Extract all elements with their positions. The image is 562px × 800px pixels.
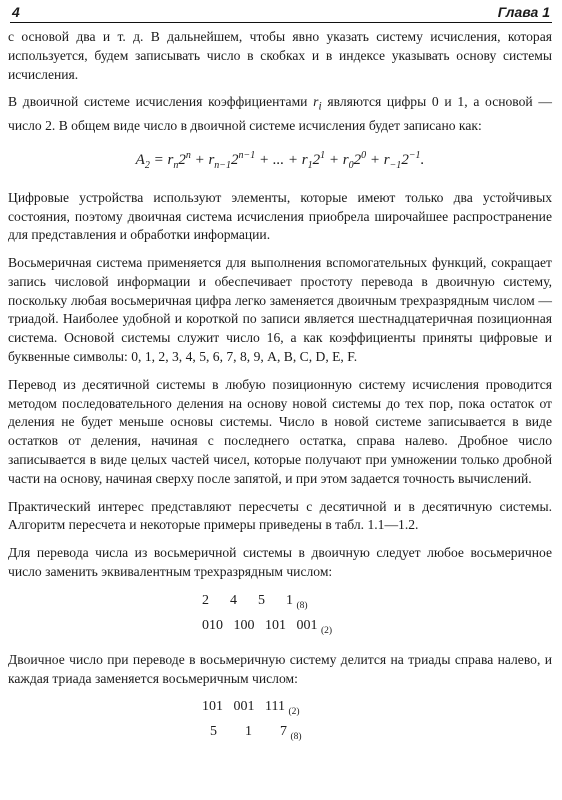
paragraph bbox=[8, 93, 552, 135]
octal-example-digits bbox=[8, 591, 552, 616]
paragraph: Практический интерес представляют пересчеты с десятичной и в десятичную системы. Алгоритм пересчета и некоторые примеры приведены в табл. 1.1—1.2. bbox=[8, 498, 552, 533]
formula-exponent: n−1 bbox=[238, 149, 256, 161]
binary-triads: 101 001 111 bbox=[202, 699, 285, 715]
formula-coef-sub: n bbox=[173, 159, 179, 171]
binary-input-line bbox=[8, 697, 552, 722]
paragraph: Перевод из десятичной системы в любую позиционную систему исчисления проводится методом последовательного деления на основу новой системы до тех пор, пока остаток от деления не будет меньше основы системы. Число в новой системе записывается в виде остатков от деления, начиная с последнего остатка, справа налево. Дробное число записывается в виде целых частей чисел, которые получают при умножении только дробной части на основу, начиная сверху после запятой, и при этом задается точность вычислений. bbox=[8, 376, 552, 486]
chapter-title: Глава 1 bbox=[497, 4, 550, 20]
radix-label: (2) bbox=[288, 707, 300, 718]
octal-output-line bbox=[8, 722, 552, 747]
formula-base: 2 bbox=[401, 151, 409, 168]
binary-triads: 010 100 101 001 bbox=[202, 617, 318, 633]
paragraph: Для перевода числа из восьмеричной системы в двоичную следует любое восьмеричное число заменить эквивалентным трехразрядным числом: bbox=[8, 545, 552, 580]
formula-coef-sub: 0 bbox=[348, 159, 354, 171]
formula-coef-sub: 1 bbox=[307, 159, 313, 171]
formula-coef-sub: −1 bbox=[389, 159, 402, 171]
formula-base: 2 bbox=[353, 151, 362, 168]
radix-label: (2) bbox=[321, 625, 333, 636]
binary-example-triads bbox=[8, 616, 552, 641]
text-run: являются цифры 0 и 1, а основой — число 2. В общем виде число в двоичной системе исчисления будет записано как: bbox=[8, 94, 552, 133]
paragraph: Двоичное число при переводе в восьмеричную систему делится на триады справа налево, и каждая триада заменяется восьмеричным числом: bbox=[8, 651, 552, 686]
formula-coef: r bbox=[383, 151, 390, 168]
variable-index: i bbox=[318, 101, 322, 114]
page-body bbox=[8, 28, 552, 747]
page-number: 4 bbox=[12, 4, 20, 20]
formula-coef: r bbox=[208, 151, 215, 168]
formula-plus: + bbox=[325, 151, 343, 168]
formula-base: 2 bbox=[178, 151, 186, 168]
variable-r: r bbox=[313, 94, 319, 110]
paragraph: с основой два и т. д. В дальнейшем, чтобы явно указать систему исчисления, которая используется, будем записывать число в скобках и в индексе указывать основу системы исчисления. bbox=[8, 29, 552, 82]
text-run: В двоичной системе исчисления коэффициентами bbox=[8, 94, 314, 110]
formula-exponent: n bbox=[185, 149, 191, 161]
formula-plus: + bbox=[190, 151, 209, 168]
formula-coef: r bbox=[301, 151, 308, 168]
radix-label: (8) bbox=[296, 600, 308, 611]
formula-coef-sub: n−1 bbox=[214, 159, 232, 171]
formula-coef: r bbox=[342, 151, 349, 168]
octal-digits: 2 4 5 1 bbox=[202, 592, 293, 608]
paragraph: Восьмеричная система применяется для выполнения вспомогательных функций, сокращает запись числовой информации и обеспечивает простоту перевода в двоичную систему, поскольку любая восьмеричная цифра легко заменяется двоичным трехразрядным числом — триадой. Наиболее удобной и короткой по записи является шестнадцатеричная позиционная система. Основой системы служит число 16, а как коэффициенты приняты цифровые и буквенные символы: 0, 1, 2, 3, 4, 5, 6, 7, 8, 9, A, B, C, D, E, F. bbox=[8, 255, 552, 365]
octal-digits: 5 1 7 bbox=[210, 724, 287, 740]
formula-base: 2 bbox=[231, 151, 239, 168]
page-header bbox=[10, 4, 552, 23]
formula-coef: r bbox=[167, 151, 174, 168]
formula-equals: = bbox=[149, 151, 168, 168]
formula-exponent: 0 bbox=[361, 149, 367, 161]
radix-label: (8) bbox=[290, 732, 302, 743]
formula-lhs: A bbox=[135, 151, 145, 168]
formula-exponent: 1 bbox=[320, 149, 326, 161]
binary-expansion-formula bbox=[8, 145, 552, 177]
paragraph: Цифровые устройства используют элементы, которые имеют только два устойчивых состояния, поэтому двоичная система исчисления приобрела широчайшее распространение для представления и обработки информации. bbox=[8, 189, 552, 243]
formula-plus: + bbox=[366, 151, 384, 168]
formula-base: 2 bbox=[312, 151, 321, 168]
formula-period: . bbox=[420, 151, 425, 168]
formula-lhs-sub: 2 bbox=[144, 159, 150, 171]
formula-exponent: −1 bbox=[408, 149, 421, 161]
formula-ellipsis: + ... + bbox=[255, 151, 302, 168]
